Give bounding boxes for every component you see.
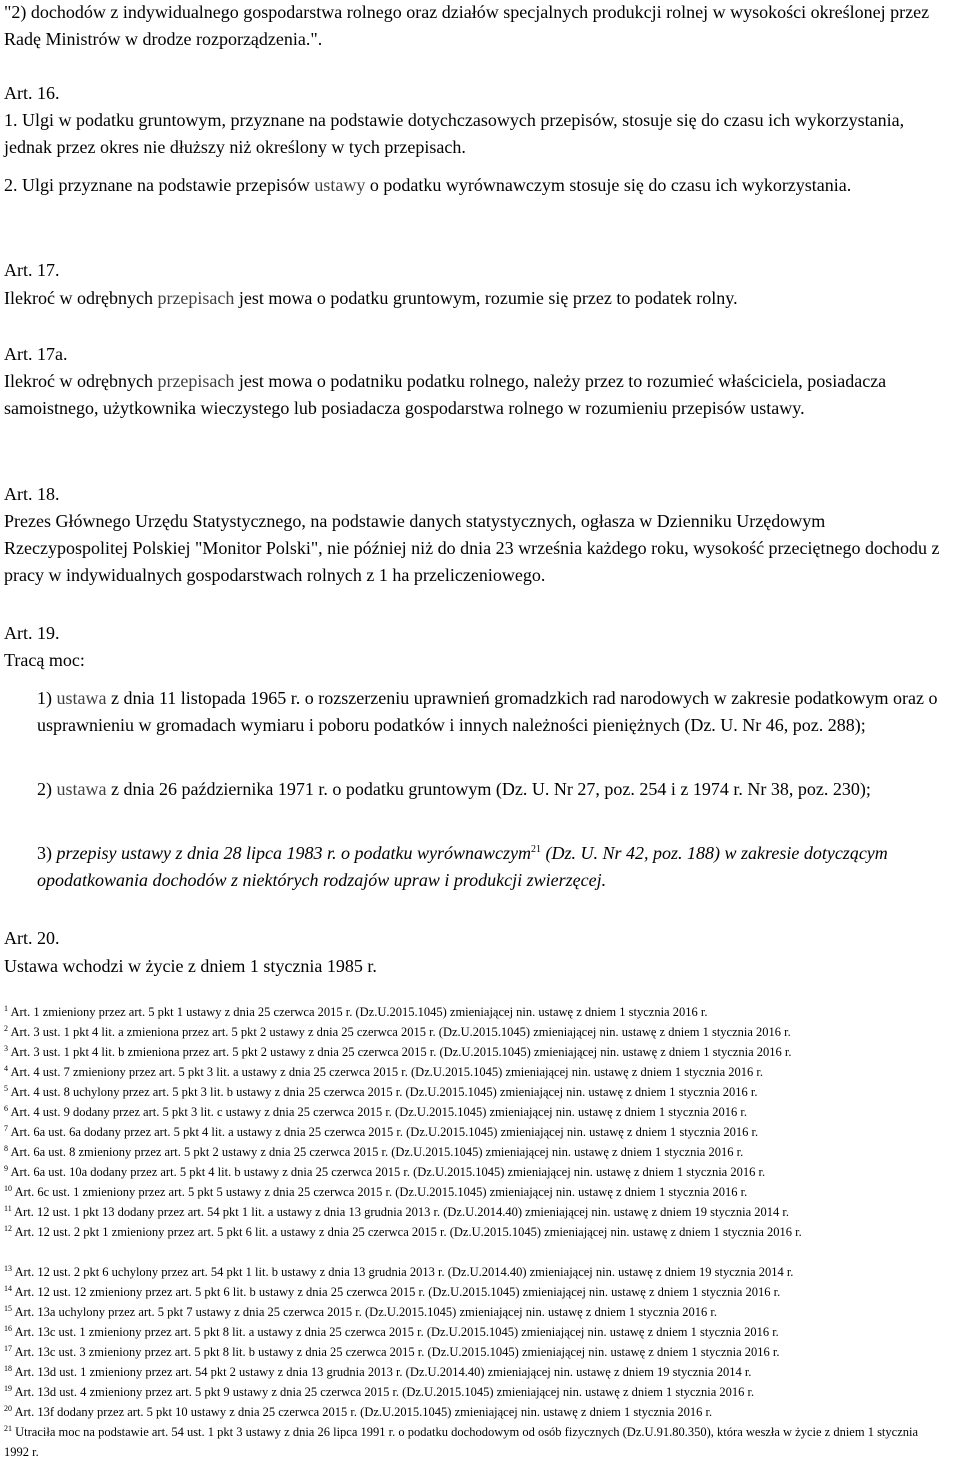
- art-20-title: Art. 20.: [4, 928, 60, 948]
- footnote-item: $^7$ Art. 6a ust. 6a dodany przez art. 5 pkt 4 lit. a ustawy z dnia 25 czerwca 2015 r. (Dz.U.2015.1045) zmieniającej nin. ustawę z dniem 1 stycznia 2016 r.: [4, 1124, 759, 1139]
- footnote-item: $^3$ Art. 3 ust. 1 pkt 4 lit. b zmieniona przez art. 5 pkt 2 ustawy z dnia 25 czerwca 2015 r. (Dz.U.2015.1045) zmieniającej nin. ustawę z dniem 1 stycznia 2016 r.: [4, 1044, 792, 1059]
- art-19-title: Art. 19.: [4, 623, 60, 643]
- art-16-title: Art. 16.: [4, 83, 60, 103]
- footnote-item: $^6$ Art. 4 ust. 9 dodany przez art. 5 pkt 3 lit. c ustawy z dnia 25 czerwca 2015 r. (Dz.U.2015.1045) zmieniającej nin. ustawę z dniem 1 stycznia 2016 r.: [4, 1104, 748, 1119]
- footnote-ref: 21: [531, 844, 541, 855]
- art-17-text: Ilekroć w odrębnych przepisach jest mowa o podatku gruntowym, rozumie się przez to podatek rolny.: [4, 288, 738, 308]
- ustawa-link[interactable]: ustawa: [56, 779, 107, 799]
- footnote-item: $^{11}$ Art. 12 ust. 1 pkt 13 dodany przez art. 54 pkt 1 lit. a ustawy z dnia 13 grudnia 2013 r. (Dz.U.2014.40) zmieniającej nin. ustawę z dniem 19 stycznia 2014 r.: [4, 1204, 789, 1219]
- footnote-item: $^{20}$ Art. 13f dodany przez art. 5 pkt 10 ustawy z dnia 25 czerwca 2015 r. (Dz.U.2015.1045) zmieniającej nin. ustawę z dniem 1 stycznia 2016 r.: [4, 1404, 713, 1419]
- art-17-title: Art. 17.: [4, 260, 60, 280]
- art-20-text: Ustawa wchodzi w życie z dniem 1 stycznia 1985 r.: [4, 956, 377, 976]
- footnote-item: $^{12}$ Art. 12 ust. 2 pkt 1 zmieniony przez art. 5 pkt 6 lit. a ustawy z dnia 25 czerwca 2015 r. (Dz.U.2015.1045) zmieniającej nin. ustawę z dniem 1 stycznia 2016 r.: [4, 1224, 802, 1239]
- art-18-title: Art. 18.: [4, 484, 60, 504]
- footnote-item: $^{10}$ Art. 6c ust. 1 zmieniony przez art. 5 pkt 5 ustawy z dnia 25 czerwca 2015 r. (Dz.U.2015.1045) zmieniającej nin. ustawę z dniem 1 stycznia 2016 r.: [4, 1184, 748, 1199]
- art-18-text: Prezes Głównego Urzędu Statystycznego, na podstawie danych statystycznych, ogłasza w Dzienniku Urzędowym Rzeczypospolitej Polskiej "Monitor Polski", nie później niż do dnia 23 września każdego roku, wysokość przeciętnego dochodu z pracy w indywidualnych gospodarstwach rolnych z 1 ha przeliczeniowego.: [4, 511, 940, 585]
- footnote-item: $^9$ Art. 6a ust. 10a dodany przez art. 5 pkt 4 lit. b ustawy z dnia 25 czerwca 2015 r. (Dz.U.2015.1045) zmieniającej nin. ustawę z dniem 1 stycznia 2016 r.: [4, 1164, 766, 1179]
- przepisach-link[interactable]: przepisach: [157, 371, 235, 391]
- footnote-item: $^5$ Art. 4 ust. 8 uchylony przez art. 5 pkt 3 lit. b ustawy z dnia 25 czerwca 2015 r. (Dz.U.2015.1045) zmieniającej nin. ustawę z dniem 1 stycznia 2016 r.: [4, 1084, 758, 1099]
- art-19-intro: Tracą moc:: [4, 650, 85, 670]
- footnote-item: $^{15}$ Art. 13a uchylony przez art. 5 pkt 7 ustawy z dnia 25 czerwca 2015 r. (Dz.U.2015.1045) zmieniającej nin. ustawę z dniem 1 stycznia 2016 r.: [4, 1304, 718, 1319]
- art-19-item-1: 1) ustawa z dnia 11 listopada 1965 r. o rozszerzeniu uprawnień gromadzkich rad narodowych w zakresie podatkowym oraz o usprawnieniu w gromadach wymiaru i poboru podatków i innych należności pieniężnych (Dz. U. Nr 46, poz. 288);: [37, 688, 938, 735]
- art-19-item-2: 2) ustawa z dnia 26 października 1971 r. o podatku gruntowym (Dz. U. Nr 27, poz. 254 i z 1974 r. Nr 38, poz. 230);: [37, 779, 871, 799]
- footnote-item: $^{21}$ Utraciła moc na podstawie art. 54 ust. 1 pkt 3 ustawy z dnia 26 lipca 1991 r. o podatku dochodowym od osób fizycznych (Dz.U.91.80.350), która weszła w życie z dniem 1 stycznia 1992 r.: [4, 1424, 919, 1459]
- art-16-para-1: 1. Ulgi w podatku gruntowym, przyznane na podstawie dotychczasowych przepisów, stosuje się do czasu ich wykorzystania, jednak przez okres nie dłuższy niż określony w tych przepisach.: [4, 110, 905, 157]
- footnote-item: $^4$ Art. 4 ust. 7 zmieniony przez art. 5 pkt 3 lit. a ustawy z dnia 25 czerwca 2015 r. (Dz.U.2015.1045) zmieniającej nin. ustawę z dniem 1 stycznia 2016 r.: [4, 1064, 764, 1079]
- art-17a-title: Art. 17a.: [4, 344, 68, 364]
- footnote-item: $^{13}$ Art. 12 ust. 2 pkt 6 uchylony przez art. 54 pkt 1 lit. b ustawy z dnia 13 grudnia 2013 r. (Dz.U.2014.40) zmieniającej nin. ustawę z dniem 19 stycznia 2014 r.: [4, 1264, 794, 1279]
- footnote-item: $^{17}$ Art. 13c ust. 3 zmieniony przez art. 5 pkt 8 lit. b ustawy z dnia 25 czerwca 2015 r. (Dz.U.2015.1045) zmieniającej nin. ustawę z dniem 1 stycznia 2016 r.: [4, 1344, 780, 1359]
- para-2-dochody: "2) dochodów z indywidualnego gospodarstwa rolnego oraz działów specjalnych produkcji rolnej w wysokości określonej przez Radę Ministrów w drodze rozporządzenia.".: [4, 2, 930, 49]
- footnote-item: $^{18}$ Art. 13d ust. 1 zmieniony przez art. 54 pkt 2 ustawy z dnia 13 grudnia 2013 r. (Dz.U.2014.40) zmieniającej nin. ustawę z dniem 19 stycznia 2014 r.: [4, 1364, 752, 1379]
- art-17a-text: Ilekroć w odrębnych przepisach jest mowa o podatniku podatku rolnego, należy przez to rozumieć właściciela, posiadacza samoistnego, użytkownika wieczystego lub posiadacza gospodarstwa rolnego w rozumieniu przepisów ustawy.: [4, 371, 887, 418]
- footnote-item: $^1$ Art. 1 zmieniony przez art. 5 pkt 1 ustawy z dnia 25 czerwca 2015 r. (Dz.U.2015.1045) zmieniającej nin. ustawę z dniem 1 stycznia 2016 r.: [4, 1004, 708, 1019]
- art-16-para-2: 2. Ulgi przyznane na podstawie przepisów ustawy o podatku wyrównawczym stosuje się do czasu ich wykorzystania.: [4, 175, 852, 195]
- ustawa-link[interactable]: ustawa: [56, 688, 107, 708]
- footnote-item: $^{14}$ Art. 12 ust. 12 zmieniony przez art. 5 pkt 6 lit. b ustawy z dnia 25 czerwca 2015 r. (Dz.U.2015.1045) zmieniającej nin. ustawę z dniem 1 stycznia 2016 r.: [4, 1284, 781, 1299]
- footnote-item: $^8$ Art. 6a ust. 8 zmieniony przez art. 5 pkt 2 ustawy z dnia 25 czerwca 2015 r. (Dz.U.2015.1045) zmieniającej nin. ustawę z dniem 1 stycznia 2016 r.: [4, 1144, 744, 1159]
- art-19-item-3: 3) przepisy ustawy z dnia 28 lipca 1983 r. o podatku wyrównawczym$^{21}$ (Dz. U. Nr 42, poz. 188) w zakresie dotyczącym opodatkowania dochodów z niektórych rodzajów upraw i produkcji zwierzęcej.: [37, 843, 888, 890]
- footnote-item: $^{19}$ Art. 13d ust. 4 zmieniony przez art. 5 pkt 9 ustawy z dnia 25 czerwca 2015 r. (Dz.U.2015.1045) zmieniającej nin. ustawę z dniem 1 stycznia 2016 r.: [4, 1384, 755, 1399]
- footnote-item: $^2$ Art. 3 ust. 1 pkt 4 lit. a zmieniona przez art. 5 pkt 2 ustawy z dnia 25 czerwca 2015 r. (Dz.U.2015.1045) zmieniającej nin. ustawę z dniem 1 stycznia 2016 r.: [4, 1024, 791, 1039]
- ustawy-link[interactable]: ustawy: [314, 175, 366, 195]
- przepisach-link[interactable]: przepisach: [157, 288, 235, 308]
- footnote-item: $^{16}$ Art. 13c ust. 1 zmieniony przez art. 5 pkt 8 lit. a ustawy z dnia 25 czerwca 2015 r. (Dz.U.2015.1045) zmieniającej nin. ustawę z dniem 1 stycznia 2016 r.: [4, 1324, 779, 1339]
